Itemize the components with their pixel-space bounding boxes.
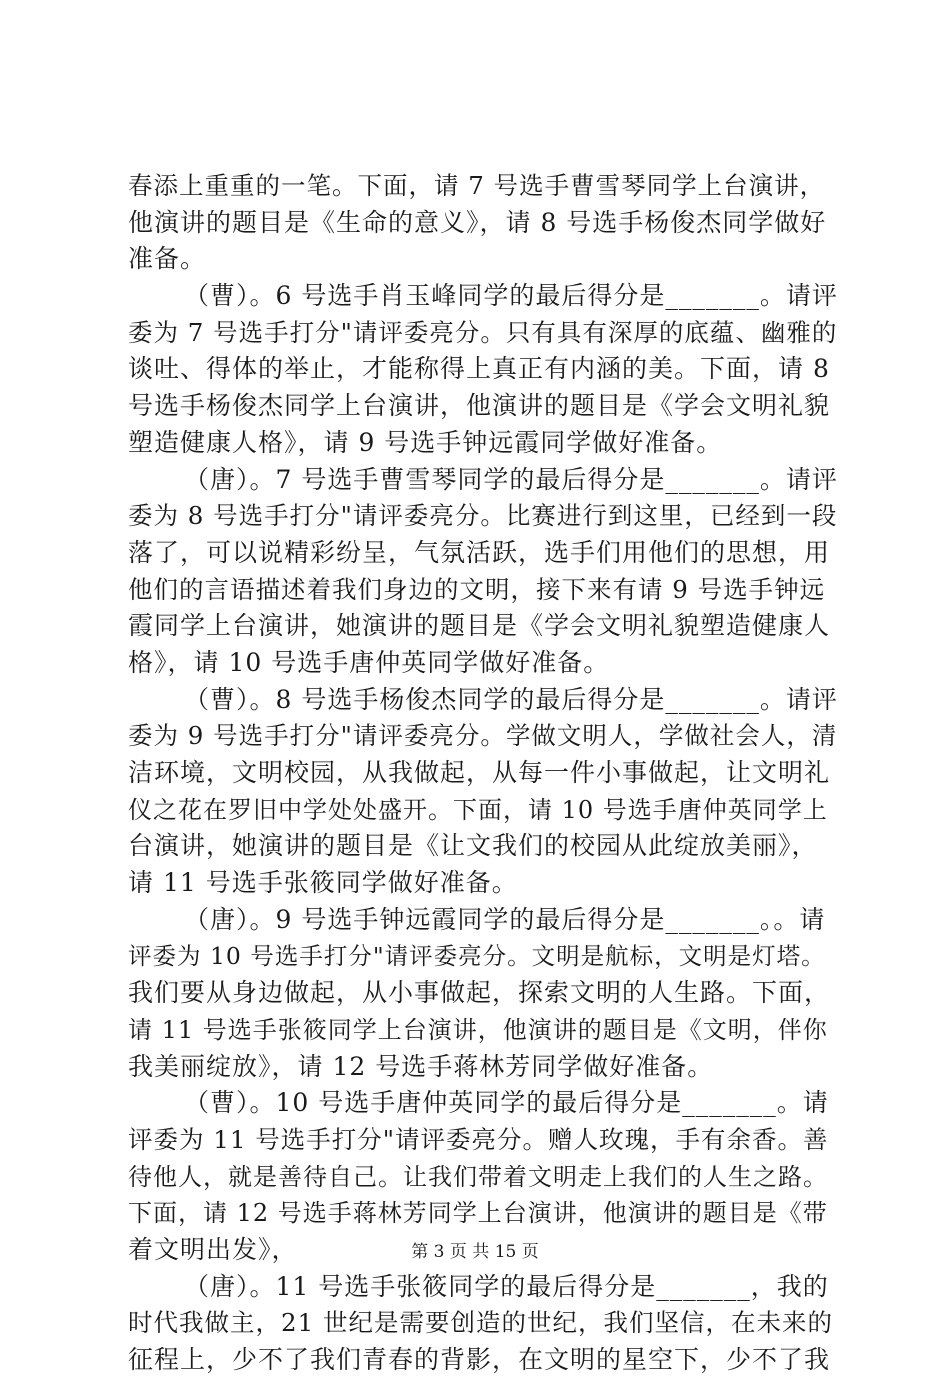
text-line: 我们要从身边做起，从小事做起，探索文明的人生路。下面， [128, 978, 831, 1008]
text-line: （曹）。8 号选手杨俊杰同学的最后得分是_______。请评 [184, 684, 838, 714]
text-line: 委为 7 号选手打分"请评委亮分。只有具有深厚的底蕴、幽雅的 [128, 317, 838, 347]
text-line: 评委为 10 号选手打分"请评委亮分。文明是航标，文明是灯塔。 [128, 942, 826, 971]
text-line: 仪之花在罗旧中学处处盛开。下面，请 10 号选手唐仲英同学上 [128, 795, 828, 824]
text-line: 号选手杨俊杰同学上台演讲，他演讲的题目是《学会文明礼貌 [128, 391, 831, 421]
text-line: 请 11 号选手张筱同学上台演讲，他演讲的题目是《文明，伴你 [128, 1015, 828, 1044]
text-line: 请 11 号选手张筱同学做好准备。 [128, 868, 518, 898]
text-line: 他们的言语描述着我们身边的文明，接下来有请 9 号选手钟远 [128, 574, 826, 604]
text-line: 征程上，少不了我们青春的背影，在文明的星空下，少不了我 [128, 1345, 831, 1374]
text-line: 落了，可以说精彩纷呈，气氛活跃，选手们用他们的思想，用 [128, 537, 831, 567]
text-line: 下面，请 12 号选手蒋林芳同学上台演讲，他演讲的题目是《带 [128, 1199, 828, 1228]
text-line: 我美丽绽放》，请 12 号选手蒋林芳同学做好准备。 [128, 1051, 714, 1081]
text-line: 洁环境，文明校园，从我做起，从每一件小事做起，让文明礼 [128, 758, 831, 787]
text-line: （曹）。10 号选手唐仲英同学的最后得分是_______。请 [184, 1088, 829, 1118]
text-line: 时代我做主，21 世纪是需要创造的世纪，我们坚信，在未来的 [128, 1308, 833, 1338]
text-line: 委为 9 号选手打分"请评委亮分。学做文明人，学做社会人，清 [128, 721, 838, 751]
text-line: 准备。 [128, 244, 207, 274]
text-line: （唐）。7 号选手曹雪琴同学的最后得分是_______。请评 [184, 464, 838, 494]
text-line: 霞同学上台演讲，她演讲的题目是《学会文明礼貌塑造健康人 [128, 611, 831, 641]
text-line: 春添上重重的一笔。下面，请 7 号选手曹雪琴同学上台演讲， [128, 171, 826, 200]
document-body [128, 168, 838, 1379]
text-line: 委为 8 号选手打分"请评委亮分。比赛进行到这里，已经到一段 [128, 501, 838, 531]
text-line: 台演讲，她演讲的题目是《让文我们的校园从此绽放美丽》， [128, 831, 818, 861]
text-line: 他演讲的题目是《生命的意义》，请 8 号选手杨俊杰同学做好 [128, 207, 827, 237]
text-line: （曹）。6 号选手肖玉峰同学的最后得分是_______。请评 [184, 281, 838, 311]
text-line: （唐）。9 号选手钟远霞同学的最后得分是_______。。请 [184, 904, 826, 934]
text-line: 塑造健康人格》，请 9 号选手钟远霞同学做好准备。 [128, 427, 723, 457]
text-line: 格》，请 10 号选手唐仲英同学做好准备。 [128, 647, 610, 677]
text-line: 待他人，就是善待自己。让我们带着文明走上我们的人生之路。 [128, 1162, 828, 1191]
text-line: （唐）。11 号选手张筱同学的最后得分是_______，我的 [184, 1271, 829, 1301]
text-line: 评委为 11 号选手打分"请评委亮分。赠人玫瑰，手有余香。善 [128, 1124, 829, 1154]
text-line: 着文明出发》， [128, 1234, 298, 1264]
text-line: 谈吐、得体的举止，才能称得上真正有内涵的美。下面，请 8 [128, 354, 830, 384]
page-footer: 第 3 页 共 15 页 [411, 1242, 539, 1262]
